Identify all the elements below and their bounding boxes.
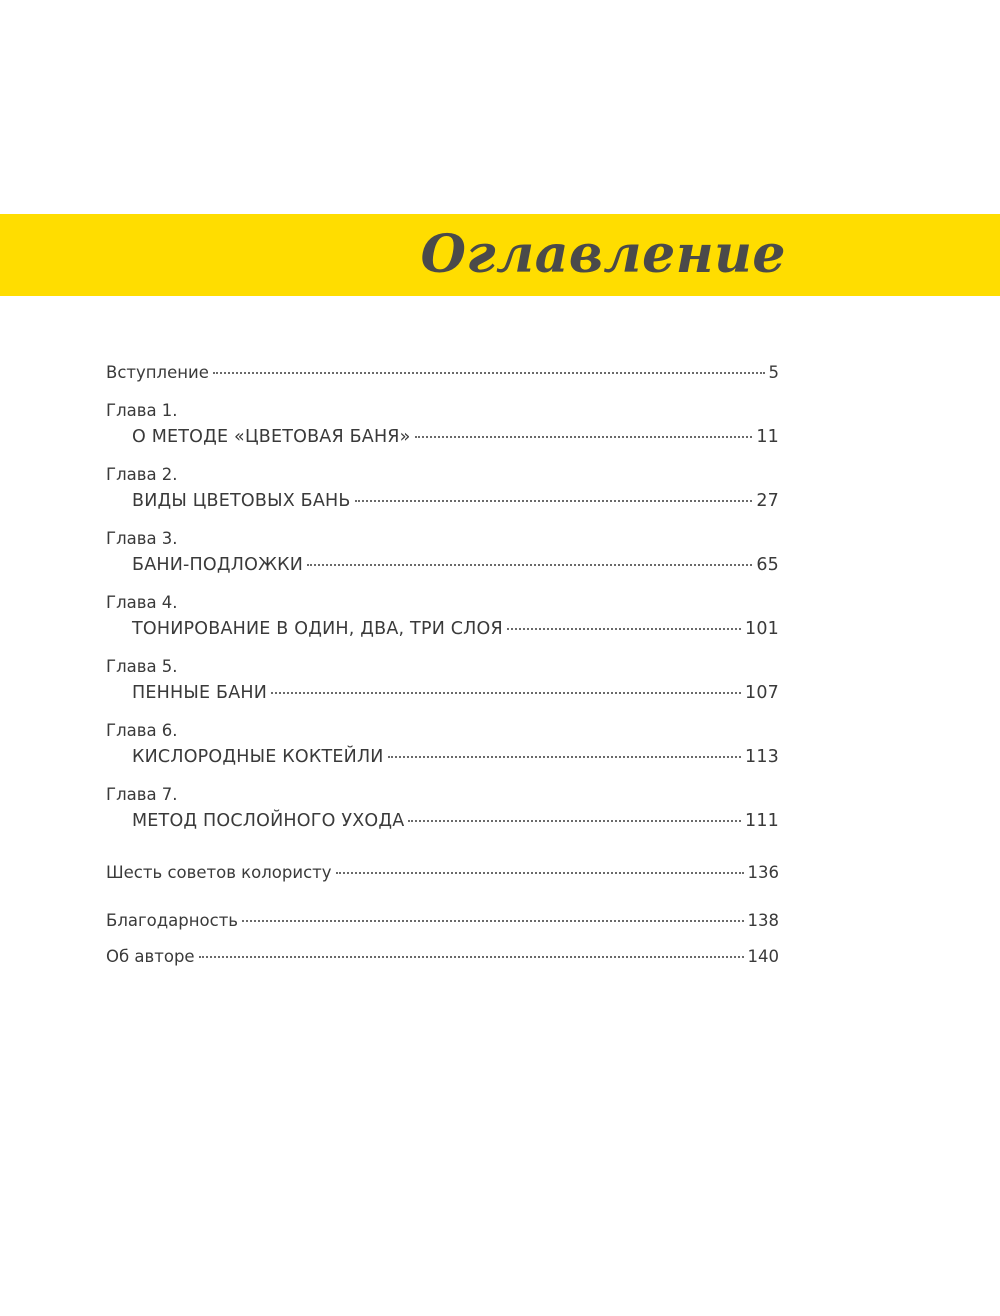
chapter-label: Глава 2.	[106, 465, 178, 484]
toc-chapter-3	[106, 526, 779, 578]
chapter-label: Глава 6.	[106, 721, 178, 740]
title-band	[0, 214, 1000, 296]
toc-page-number: 5	[768, 363, 779, 382]
dot-leader	[408, 820, 741, 822]
chapter-label: Глава 1.	[106, 401, 178, 420]
table-of-contents	[106, 360, 779, 970]
chapter-label: Глава 3.	[106, 529, 178, 548]
toc-entry-chapter-2[interactable]	[106, 488, 779, 514]
toc-entry-chapter-1[interactable]	[106, 424, 779, 450]
dot-leader	[507, 628, 741, 630]
toc-entry-title: ПЕННЫЕ БАНИ	[132, 683, 268, 703]
toc-entry-label: Шесть советов колористу	[106, 863, 332, 882]
toc-page-number: 107	[744, 683, 779, 703]
page-title: Оглавление	[420, 224, 786, 285]
toc-entry-label: Об авторе	[106, 947, 195, 966]
toc-chapter-2	[106, 462, 779, 514]
toc-entry-author[interactable]	[106, 944, 779, 970]
toc-entry-chapter-6[interactable]	[106, 744, 779, 770]
dot-leader	[415, 436, 753, 438]
toc-entry-title: ВИДЫ ЦВЕТОВЫХ БАНЬ	[132, 491, 351, 511]
toc-page-number: 65	[756, 555, 779, 575]
toc-page-number: 140	[747, 947, 779, 966]
dot-leader	[307, 564, 752, 566]
toc-page-number: 101	[744, 619, 779, 639]
dot-leader	[213, 372, 765, 374]
toc-entry-label: Вступление	[106, 363, 209, 382]
toc-entry-tips[interactable]	[106, 860, 779, 886]
dot-leader	[199, 956, 744, 958]
dot-leader	[355, 500, 753, 502]
toc-page-number: 138	[747, 911, 779, 930]
toc-entry-chapter-5[interactable]	[106, 680, 779, 706]
toc-entry-title: О МЕТОДЕ «ЦВЕТОВАЯ БАНЯ»	[132, 427, 411, 447]
toc-page-number: 113	[744, 747, 779, 767]
chapter-label: Глава 5.	[106, 657, 178, 676]
dot-leader	[271, 692, 741, 694]
toc-entry-thanks[interactable]	[106, 908, 779, 934]
toc-entry-title: КИСЛОРОДНЫЕ КОКТЕЙЛИ	[132, 747, 384, 767]
toc-chapter-6	[106, 718, 779, 770]
toc-entry-title: БАНИ-ПОДЛОЖКИ	[132, 555, 304, 575]
toc-chapter-7	[106, 782, 779, 834]
toc-chapter-4	[106, 590, 779, 642]
toc-page-number: 111	[744, 811, 779, 831]
toc-entry-intro[interactable]	[106, 360, 779, 386]
toc-page-number: 11	[756, 427, 779, 447]
chapter-label: Глава 7.	[106, 785, 178, 804]
toc-entry-chapter-4[interactable]	[106, 616, 779, 642]
dot-leader	[388, 756, 741, 758]
toc-entry-label: Благодарность	[106, 911, 239, 930]
dot-leader	[336, 872, 744, 874]
chapter-label: Глава 4.	[106, 593, 178, 612]
toc-entry-chapter-3[interactable]	[106, 552, 779, 578]
toc-page-number: 27	[756, 491, 779, 511]
toc-page-number: 136	[747, 863, 779, 882]
toc-chapter-1	[106, 398, 779, 450]
toc-entry-title: ТОНИРОВАНИЕ В ОДИН, ДВА, ТРИ СЛОЯ	[132, 619, 503, 639]
dot-leader	[242, 920, 743, 922]
toc-chapter-5	[106, 654, 779, 706]
toc-entry-title: МЕТОД ПОСЛОЙНОГО УХОДА	[132, 811, 405, 831]
toc-entry-chapter-7[interactable]	[106, 808, 779, 834]
